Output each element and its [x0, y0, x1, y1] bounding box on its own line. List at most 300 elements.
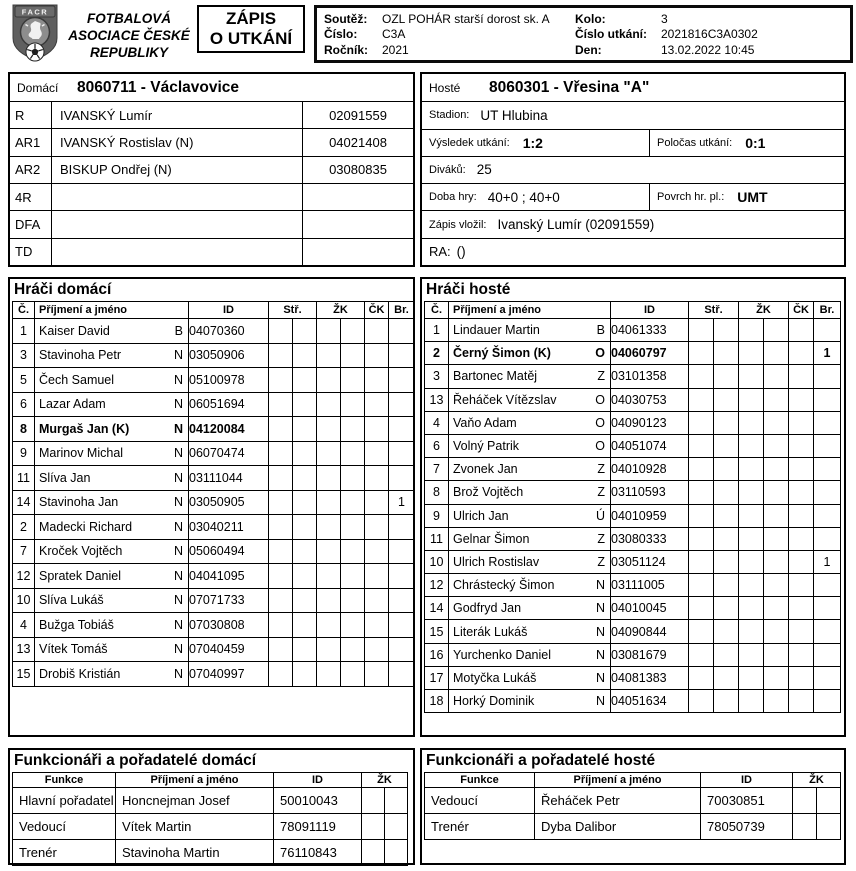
shots-cell-1 — [689, 319, 714, 342]
goals-cell — [389, 466, 415, 491]
competition-field — [575, 27, 758, 43]
player-position: N — [173, 470, 183, 485]
player-number: 7 — [13, 539, 35, 564]
official-id: 78091119 — [274, 814, 362, 840]
shots-cell-1 — [269, 368, 293, 393]
official-name: Honcnejman Josef — [116, 788, 274, 814]
shots-cell-2 — [293, 392, 317, 417]
yellow-cell-2 — [341, 662, 365, 687]
field-value: 3 — [661, 11, 668, 26]
competition-field — [575, 42, 758, 58]
yellow-cell-2 — [341, 368, 365, 393]
referee-role: AR2 — [10, 157, 52, 183]
player-name: Literák Lukáš — [453, 624, 528, 639]
red-cell — [789, 319, 814, 342]
player-name: Stavinoha Petr — [39, 348, 121, 363]
red-cell — [789, 690, 814, 713]
surface-value: UMT — [737, 189, 768, 206]
association-line: FOTBALOVÁ — [87, 11, 171, 26]
referee-id: 02091559 — [302, 102, 413, 128]
red-cell — [365, 319, 389, 344]
yellow-cell-1 — [739, 434, 764, 457]
player-id: 03051124 — [611, 550, 689, 573]
shots-cell-1 — [269, 343, 293, 368]
player-position: N — [595, 670, 605, 685]
player-position: O — [595, 415, 605, 430]
shots-cell-1 — [689, 666, 714, 689]
red-cell — [789, 597, 814, 620]
yellow-cell-2 — [764, 388, 789, 411]
shots-cell-1 — [269, 441, 293, 466]
shots-cell-2 — [293, 613, 317, 638]
referee-row — [10, 156, 413, 183]
goals-cell — [389, 637, 415, 662]
goals-cell — [814, 597, 841, 620]
ra-value: () — [456, 244, 466, 260]
yellow-cell-2 — [764, 574, 789, 597]
guest-team-header — [422, 74, 844, 101]
yellow-cell-1 — [739, 319, 764, 342]
yellow-cell-2 — [341, 539, 365, 564]
player-row — [13, 441, 415, 466]
goals-cell: 1 — [814, 550, 841, 573]
yellow-cell-1 — [317, 564, 341, 589]
red-cell — [789, 481, 814, 504]
col-shots: Stř. — [689, 302, 739, 319]
player-row — [425, 481, 841, 504]
player-row — [13, 662, 415, 687]
player-row — [425, 666, 841, 689]
col-goals: Br. — [389, 302, 415, 319]
player-number: 11 — [425, 527, 449, 550]
shots-cell-2 — [293, 662, 317, 687]
goals-cell — [814, 388, 841, 411]
player-number: 6 — [13, 392, 35, 417]
player-row — [425, 434, 841, 457]
col-name: Příjmení a jméno — [535, 773, 701, 788]
player-name: Lazar Adam — [39, 397, 106, 412]
yellow-cell-2 — [764, 690, 789, 713]
competition-right-column — [575, 11, 758, 58]
halftime-cell — [650, 130, 844, 156]
yellow-cell-1 — [739, 388, 764, 411]
yellow-cell-1 — [317, 662, 341, 687]
player-number: 6 — [425, 434, 449, 457]
shots-cell-1 — [269, 515, 293, 540]
shots-cell-1 — [269, 417, 293, 442]
player-name-cell — [35, 417, 189, 442]
col-red: ČK — [789, 302, 814, 319]
player-name-cell — [449, 365, 611, 388]
yellow-cell-2 — [341, 466, 365, 491]
red-cell — [365, 515, 389, 540]
player-row — [13, 613, 415, 638]
association-line: REPUBLIKY — [89, 45, 168, 61]
player-name: Drobiš Kristián — [39, 666, 121, 681]
yellow-cell-1 — [739, 666, 764, 689]
red-cell — [365, 368, 389, 393]
yellow-cell-1 — [739, 411, 764, 434]
yellow-cell-2 — [764, 527, 789, 550]
col-id: ID — [189, 302, 269, 319]
official-id: 50010043 — [274, 788, 362, 814]
player-id: 07040459 — [189, 637, 269, 662]
goals-cell — [814, 504, 841, 527]
shots-cell-1 — [269, 613, 293, 638]
player-position: Ú — [595, 508, 605, 523]
shots-cell-1 — [689, 411, 714, 434]
shots-cell-1 — [689, 365, 714, 388]
red-cell — [365, 490, 389, 515]
player-position: Z — [597, 554, 605, 569]
player-name-cell — [35, 662, 189, 687]
shots-cell-1 — [689, 388, 714, 411]
shots-cell-2 — [293, 588, 317, 613]
shots-cell-2 — [714, 574, 739, 597]
players-header-row — [425, 302, 841, 319]
official-row — [425, 814, 841, 840]
player-name-cell — [449, 388, 611, 411]
referee-name: IVANSKÝ Lumír — [60, 107, 153, 123]
player-name: Černý Šimon (K) — [453, 346, 551, 361]
red-cell — [365, 539, 389, 564]
red-cell — [789, 504, 814, 527]
field-label: Den: — [575, 42, 602, 57]
referee-role: R — [10, 102, 52, 128]
goals-cell — [814, 411, 841, 434]
yellow-cell-2 — [341, 441, 365, 466]
field-label: Číslo utkání: — [575, 27, 648, 42]
player-row — [13, 539, 415, 564]
shots-cell-2 — [714, 319, 739, 342]
home-officials-title: Funkcionáři a pořadatelé domácí — [14, 752, 257, 769]
player-name-cell — [35, 613, 189, 638]
player-name-cell — [35, 539, 189, 564]
referee-id — [302, 239, 413, 265]
submitted-label: Zápis vložil: — [429, 218, 487, 231]
yellow-cell-2 — [385, 788, 408, 814]
player-number: 7 — [425, 458, 449, 481]
shots-cell-2 — [714, 620, 739, 643]
player-name-cell — [35, 637, 189, 662]
shots-cell-1 — [269, 662, 293, 687]
yellow-cell-1 — [793, 788, 817, 814]
player-position: N — [173, 568, 183, 583]
referee-name: IVANSKÝ Rostislav (N) — [60, 134, 194, 150]
yellow-cell-1 — [317, 588, 341, 613]
player-number: 10 — [13, 588, 35, 613]
player-position: N — [173, 446, 183, 461]
official-row — [13, 840, 408, 866]
player-id: 04010928 — [611, 458, 689, 481]
shots-cell-2 — [293, 319, 317, 344]
player-name: Marinov Michal — [39, 446, 124, 461]
player-name-cell — [449, 690, 611, 713]
player-row — [13, 319, 415, 344]
player-row — [13, 637, 415, 662]
player-number: 8 — [13, 417, 35, 442]
yellow-cell-2 — [341, 564, 365, 589]
shots-cell-1 — [269, 539, 293, 564]
shots-cell-2 — [293, 343, 317, 368]
referee-id — [302, 184, 413, 210]
association-line: ASOCIACE ČESKÉ — [68, 28, 190, 44]
player-row — [425, 597, 841, 620]
player-name: Bartonec Matěj — [453, 369, 538, 384]
yellow-cell-1 — [317, 466, 341, 491]
player-position: N — [173, 519, 183, 534]
player-row — [13, 515, 415, 540]
playtime-cell — [422, 184, 650, 210]
guest-officials-table — [424, 772, 841, 840]
shots-cell-1 — [689, 597, 714, 620]
red-cell — [365, 441, 389, 466]
yellow-cell-1 — [739, 597, 764, 620]
shots-cell-2 — [293, 368, 317, 393]
player-position: N — [595, 578, 605, 593]
player-name-cell — [449, 458, 611, 481]
goals-cell — [389, 319, 415, 344]
yellow-cell-1 — [317, 417, 341, 442]
player-row — [425, 550, 841, 573]
officials-header-row — [13, 773, 408, 788]
player-number: 15 — [13, 662, 35, 687]
referee-name — [52, 211, 302, 237]
goals-cell — [389, 662, 415, 687]
goals-cell — [814, 620, 841, 643]
player-name-cell — [35, 392, 189, 417]
goals-cell — [814, 458, 841, 481]
shots-cell-2 — [293, 466, 317, 491]
player-id: 04051634 — [611, 690, 689, 713]
goals-cell — [814, 690, 841, 713]
yellow-cell-2 — [341, 417, 365, 442]
player-name: Čech Samuel — [39, 372, 115, 387]
player-position: N — [595, 694, 605, 709]
player-id: 03081679 — [611, 643, 689, 666]
field-value: C3A — [382, 27, 406, 42]
player-id: 04060797 — [611, 342, 689, 365]
shots-cell-1 — [689, 481, 714, 504]
yellow-cell-2 — [385, 840, 408, 866]
red-cell — [789, 666, 814, 689]
official-row — [13, 788, 408, 814]
player-id: 07071733 — [189, 588, 269, 613]
player-id: 03050906 — [189, 343, 269, 368]
player-position: Z — [597, 462, 605, 477]
result-row — [422, 129, 844, 156]
referee-name: BISKUP Ondřej (N) — [60, 162, 172, 178]
col-name: Příjmení a jméno — [35, 302, 189, 319]
player-row — [425, 504, 841, 527]
home-team-box — [8, 72, 415, 267]
player-number: 12 — [13, 564, 35, 589]
player-position: O — [595, 346, 605, 361]
red-cell — [789, 527, 814, 550]
official-name: Řeháček Petr — [535, 788, 701, 814]
guest-team-name: 8060301 - Vřesina "A" — [489, 78, 650, 96]
goals-cell — [389, 613, 415, 638]
player-row — [425, 458, 841, 481]
home-officials-box — [8, 748, 415, 865]
home-label: Domácí — [17, 80, 59, 95]
goals-cell — [814, 319, 841, 342]
player-number: 1 — [13, 319, 35, 344]
yellow-cell-1 — [317, 319, 341, 344]
player-position: N — [173, 495, 183, 510]
col-id: ID — [274, 773, 362, 788]
player-id: 04030753 — [611, 388, 689, 411]
yellow-cell-1 — [739, 481, 764, 504]
red-cell — [789, 434, 814, 457]
halftime-label: Poločas utkání: — [657, 136, 733, 149]
player-number: 11 — [13, 466, 35, 491]
referee-role: AR1 — [10, 129, 52, 155]
player-name-cell — [449, 620, 611, 643]
player-name: Ulrich Jan — [453, 508, 509, 523]
player-name-cell — [449, 643, 611, 666]
yellow-cell-1 — [739, 458, 764, 481]
result-cell — [422, 130, 650, 156]
goals-cell — [814, 434, 841, 457]
player-name-cell — [449, 319, 611, 342]
referee-row — [10, 128, 413, 155]
referee-row — [10, 183, 413, 210]
yellow-cell-1 — [739, 643, 764, 666]
player-number: 18 — [425, 690, 449, 713]
player-name-cell — [35, 466, 189, 491]
player-number: 4 — [13, 613, 35, 638]
player-name: Kaiser David — [39, 323, 110, 338]
red-cell — [789, 458, 814, 481]
player-number: 15 — [425, 620, 449, 643]
surface-cell — [650, 184, 844, 210]
red-cell — [789, 620, 814, 643]
player-position: N — [595, 647, 605, 662]
player-number: 13 — [13, 637, 35, 662]
player-number: 4 — [425, 411, 449, 434]
player-row — [425, 574, 841, 597]
guest-officials-box — [420, 748, 846, 865]
playtime-value: 40+0 ; 40+0 — [487, 189, 560, 205]
player-name-cell — [449, 434, 611, 457]
col-goals: Br. — [814, 302, 841, 319]
col-name: Příjmení a jméno — [449, 302, 611, 319]
home-team-name: 8060711 - Václavovice — [77, 78, 240, 96]
official-role: Vedoucí — [13, 814, 116, 840]
player-row — [13, 343, 415, 368]
player-name-cell — [449, 504, 611, 527]
yellow-cell-2 — [764, 411, 789, 434]
player-row — [425, 319, 841, 342]
col-yellow: ŽK — [739, 302, 789, 319]
player-name-cell — [35, 515, 189, 540]
player-id: 07030808 — [189, 613, 269, 638]
official-id: 70030851 — [701, 788, 793, 814]
logo-text: FACR — [21, 7, 49, 17]
player-number: 2 — [425, 342, 449, 365]
yellow-cell-1 — [739, 574, 764, 597]
yellow-cell-2 — [764, 643, 789, 666]
player-row — [425, 411, 841, 434]
player-number: 14 — [13, 490, 35, 515]
player-position: N — [173, 642, 183, 657]
shots-cell-2 — [714, 388, 739, 411]
yellow-cell-2 — [341, 343, 365, 368]
officials-header-row — [425, 773, 841, 788]
report-title-line: O UTKÁNÍ — [209, 29, 293, 48]
player-position: N — [173, 544, 183, 559]
player-name: Murgaš Jan (K) — [39, 421, 130, 436]
player-number: 3 — [13, 343, 35, 368]
shots-cell-1 — [689, 643, 714, 666]
yellow-cell-2 — [764, 666, 789, 689]
yellow-cell-1 — [739, 550, 764, 573]
ra-row — [422, 238, 844, 265]
yellow-cell-1 — [362, 840, 385, 866]
yellow-cell-1 — [739, 365, 764, 388]
goals-cell — [389, 515, 415, 540]
player-name: Zvonek Jan — [453, 462, 518, 477]
referee-role: TD — [10, 239, 52, 265]
shots-cell-1 — [689, 458, 714, 481]
yellow-cell-2 — [341, 588, 365, 613]
field-label: Soutěž: — [324, 11, 368, 26]
col-yellow: ŽK — [317, 302, 365, 319]
official-row — [13, 814, 408, 840]
player-position: Z — [597, 485, 605, 500]
yellow-cell-1 — [362, 788, 385, 814]
player-number: 1 — [425, 319, 449, 342]
player-id: 03110593 — [611, 481, 689, 504]
yellow-cell-2 — [764, 620, 789, 643]
shots-cell-2 — [293, 441, 317, 466]
player-name: Spratek Daniel — [39, 568, 121, 583]
goals-cell — [389, 392, 415, 417]
player-position: N — [173, 397, 183, 412]
guest-players-box — [420, 277, 846, 737]
goals-cell — [814, 666, 841, 689]
player-id: 05060494 — [189, 539, 269, 564]
player-number: 16 — [425, 643, 449, 666]
player-name: Madecki Richard — [39, 519, 133, 534]
player-number: 9 — [425, 504, 449, 527]
yellow-cell-1 — [739, 504, 764, 527]
competition-field — [575, 11, 758, 27]
red-cell — [365, 564, 389, 589]
yellow-cell-2 — [341, 319, 365, 344]
yellow-cell-2 — [817, 788, 841, 814]
guest-players-table — [424, 301, 841, 713]
red-cell — [365, 588, 389, 613]
shots-cell-1 — [689, 690, 714, 713]
player-number: 13 — [425, 388, 449, 411]
home-team-header — [10, 74, 413, 101]
player-row — [425, 342, 841, 365]
shots-cell-2 — [714, 434, 739, 457]
yellow-cell-1 — [362, 814, 385, 840]
field-label: Kolo: — [575, 11, 606, 26]
yellow-cell-1 — [317, 368, 341, 393]
official-role: Trenér — [13, 840, 116, 866]
shots-cell-2 — [714, 643, 739, 666]
player-row — [425, 388, 841, 411]
yellow-cell-2 — [764, 365, 789, 388]
goals-cell — [814, 365, 841, 388]
player-id: 03080333 — [611, 527, 689, 550]
referee-row — [10, 210, 413, 237]
yellow-cell-2 — [385, 814, 408, 840]
